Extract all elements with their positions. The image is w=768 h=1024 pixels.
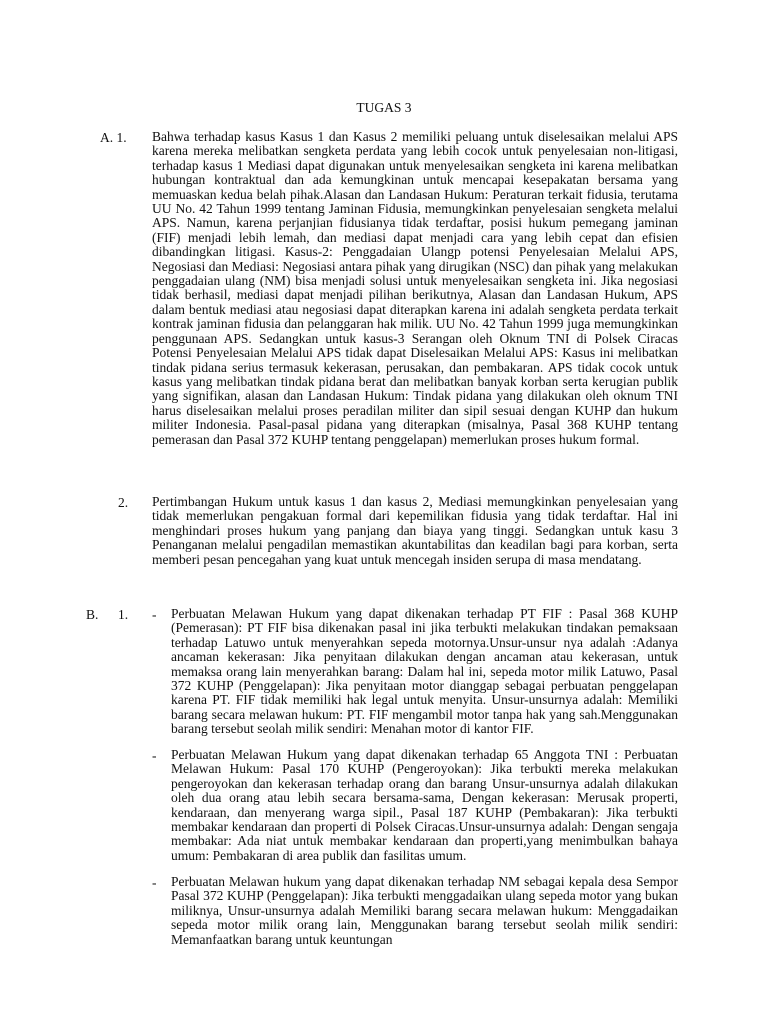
- bullet-paragraph-pt-fif: Perbuatan Melawan Hukum yang dapat dikenakan terhadap PT FIF : Pasal 368 KUHP (Pemerasan): PT FIF bisa dikenakan pasal ini jika terbukti melakukan tindakan pemaksaan terhadap Latuwo untuk menyerahkan sepeda motornya.Unsur-unsur nya adalah :Adanya ancaman kekerasan: Jika penyitaan dilakukan dengan ancaman atau kekerasan, untuk memaksa orang lain menyerahkan barang: Dalam hal ini, sepeda motor milik Latuwo, Pasal 372 KUHP (Penggelapan): Jika penyitaan motor dianggap sebagai perbuatan penggelapan karena PT. FIF tidak memiliki hak legal untuk menyita. Unsur-unsurnya adalah: Memiliki barang secara melawan hukum: PT. FIF mengambil motor tanpa hak yang sah.Menggunakan barang tersebut seolah milik sendiri: Menahan motor di kantor FIF.: [171, 606, 678, 737]
- bullet-dash: -: [152, 875, 157, 890]
- section-b-label: B.: [86, 607, 99, 622]
- bullet-paragraph-nm: Perbuatan Melawan hukum yang dapat dikenakan terhadap NM sebagai kepala desa Sempor Pasal 372 KUHP (Penggelapan): Jika terbukti menggadaikan ulang sepeda motor yang bukan miliknya, Unsur-unsurnya adalah Memiliki barang secara melawan hukum: Menggadaikan sepeda motor milik orang lain, Menggunakan barang tersebut seolah milik sendiri: Memanfaatkan barang untuk keuntungan: [171, 874, 678, 947]
- section-a-item2-label: 2.: [118, 495, 129, 510]
- bullet-dash: -: [152, 748, 157, 763]
- section-b-item1-label: 1.: [118, 607, 129, 622]
- section-a-item1-paragraph: Bahwa terhadap kasus Kasus 1 dan Kasus 2 memiliki peluang untuk diselesaikan melalui APS karena mereka melibatkan sengketa perdata yang lebih cocok untuk penyelesaian non-litigasi, terhadap kasus 1 Mediasi dapat digunakan untuk menyelesaikan sengketa ini karena melibatkan hubungan kontraktual dan ada kemungkinan untuk mencapai kesepakatan bersama yang memuaskan kedua belah pihak.Alasan dan Landasan Hukum: Peraturan terkait fidusia, terutama UU No. 42 Tahun 1999 tentang Jaminan Fidusia, memungkinkan penyelesaian sengketa melalui APS. Namun, karena perjanjian fidusianya tidak terdaftar, posisi hukum pemegang jaminan (FIF) menjadi lebih lemah, dan mediasi dapat menjadi cara yang lebih cepat dan efisien dibandingkan litigasi. Kasus-2: Penggadaian Ulangp potensi Penyelesaian Melalui APS, Negosiasi dan Mediasi: Negosiasi antara pihak yang dirugikan (NSC) dan pihak yang melakukan penggadaian ulang (NM) bisa menjadi solusi untuk menyelesaikan sengketa ini. Jika negosiasi tidak berhasil, mediasi dapat menjadi pilihan berikutnya, Alasan dan Landasan Hukum, APS dalam bentuk mediasi atau negosiasi dapat diterapkan karena ini adalah sengketa perdata terkait kontrak jaminan fidusia dan pelanggaran hak milik. UU No. 42 Tahun 1999 juga memungkinkan penggunaan APS. Sedangkan untuk kasus-3 Serangan oleh Oknum TNI di Polsek Ciracas Potensi Penyelesaian Melalui APS tidak dapat Diselesaikan Melalui APS: Kasus ini melibatkan tindak pidana serius termasuk kekerasan, perusakan, dan pembakaran. APS tidak cocok untuk kasus yang melibatkan tindak pidana berat dan melibatkan banyak korban serta kerugian publik yang signifikan, alasan dan Landasan Hukum: Tindak pidana yang dilakukan oleh oknum TNI harus diselesaikan melalui proses peradilan militer dan sipil sesuai dengan KUHP dan hukum militer Indonesia. Pasal-pasal pidana yang diterapkan (misalnya, Pasal 368 KUHP tentang pemerasan dan Pasal 372 KUHP tentang penggelapan) memerlukan proses hukum formal.: [152, 129, 678, 447]
- bullet-dash: -: [152, 607, 157, 622]
- page-title: TUGAS 3: [356, 100, 412, 115]
- bullet-paragraph-tni: Perbuatan Melawan Hukum yang dapat dikenakan terhadap 65 Anggota TNI : Perbuatan Melawan Hukum: Pasal 170 KUHP (Pengeroyokan): Jika terbukti mereka melakukan pengeroyokan dan kekerasan terhadap orang dan barang Unsur-unsurnya adalah dilakukan oleh dua orang atau lebih secara bersama-sama, Dengan kekerasan: Merusak properti, kendaraan, dan menyerang warga sipil., Pasal 187 KUHP (Pembakaran): Jika terbukti membakar kendaraan dan properti di Polsek Ciracas.Unsur-unsurnya adalah: Dengan sengaja membakar: Ada niat untuk membakar kendaraan dan properti,yang menimbulkan bahaya umum: Pembakaran di area publik dan fasilitas umum.: [171, 747, 678, 863]
- section-a-item1-label: A. 1.: [100, 130, 127, 145]
- section-a-item2-paragraph: Pertimbangan Hukum untuk kasus 1 dan kasus 2, Mediasi memungkinkan penyelesaian yang tidak memerlukan pengakuan formal dari kepemilikan fidusia yang tidak terdaftar. Hal ini menghindari proses hukum yang panjang dan biaya yang tinggi. Sedangkan untuk kasu 3 Penanganan melalui pengadilan memastikan akuntabilitas dan keadilan bagi para korban, serta memberi pesan pencegahan yang kuat untuk mencegah insiden serupa di masa mendatang.: [152, 494, 678, 567]
